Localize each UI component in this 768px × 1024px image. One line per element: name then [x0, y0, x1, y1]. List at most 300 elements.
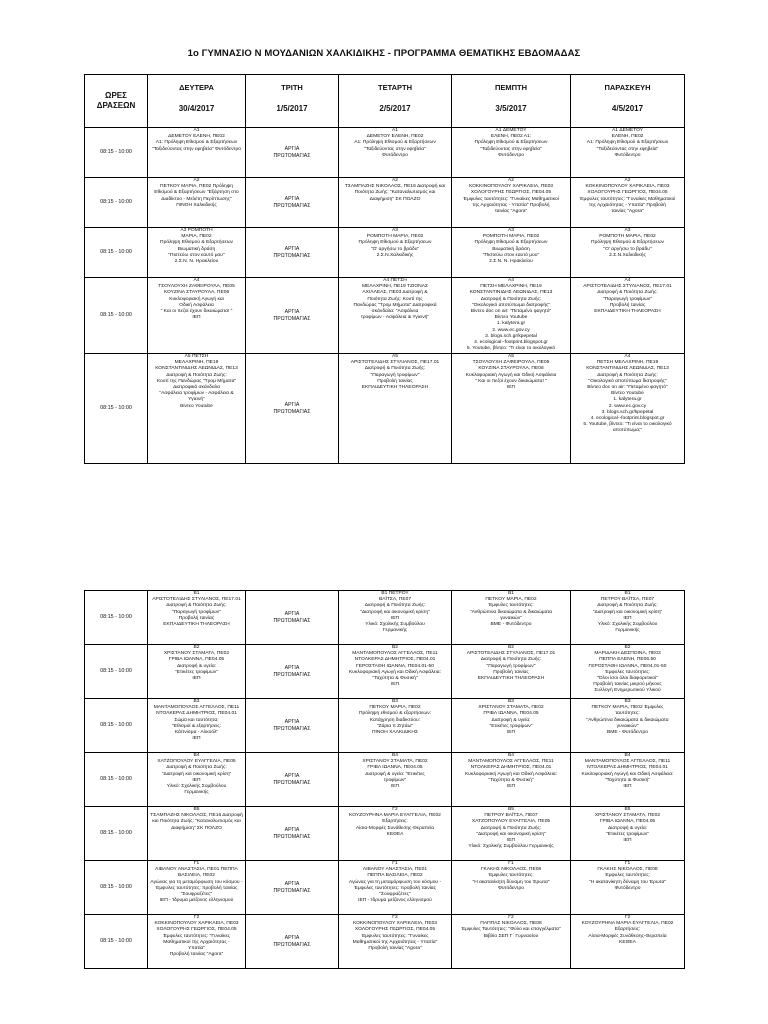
activity-line: ΙΕΠ: [390, 615, 400, 621]
activity-cell: [148, 354, 246, 464]
activity-cell: [571, 228, 685, 278]
class-code: Γ2: [392, 915, 398, 920]
activity-line: Ποιότητα Ζωής: "Καταναλωτισμός και: [354, 190, 436, 196]
activity-line: ΑΡΓΙΑ: [284, 935, 300, 942]
activity-line: "Ταχύτητα & Φυσική": [372, 676, 418, 682]
activity-line: ΕΚΠΑΙΔΕΥΤΙΚΗ ΤΗΛΕΟΡΑΣΗ: [594, 309, 661, 315]
activity-line: της Αρχαιότητας - Υπατία" Προβολή: [588, 202, 667, 208]
activity-line: "Η ακατανίκητη δύναμη του Έρωτα": [472, 879, 550, 885]
activity-line: ΜΑΝΤΑΜΟΠΟΥΛΟΣ ΑΓΓΕΛΑΟΣ, ΠΕ11: [584, 759, 671, 765]
activity-line: ΑΡΓΙΑ: [284, 665, 300, 672]
activity-line: Φυτόδεντρο: [381, 152, 408, 158]
activity-line: Διατροφή & υγεία:: [607, 825, 648, 831]
activity-line: Διατροφή & Ποιότητα Ζωής:: [364, 366, 426, 372]
activity-cell: [452, 591, 571, 645]
activity-cell: [571, 753, 685, 807]
schedule-row: [85, 861, 685, 915]
class-code: B1: [508, 591, 514, 596]
activity-line: ΝΤΟΛΚΕΡΑΣ ΔΗΜΗΤΡΙΟΣ, ΠΕ04.01: [156, 711, 237, 717]
activity-line: ΒΑΪΤΣΑ, ΠΕ07: [378, 597, 412, 603]
activity-line: αποτύπωμα;": [612, 428, 643, 434]
activity-line: ΑΡΓΙΑ: [284, 773, 300, 780]
activity-line: ΑΡΓΙΑ: [284, 827, 300, 834]
activity-line: "Παραγωγή τροφίμων": [171, 609, 221, 615]
activity-line: 2.Σ.Ν. Ν. Ηρακλείου: [489, 259, 533, 265]
day-name: ΠΑΡΑΣΚΕΥΗ: [604, 83, 651, 92]
class-code: A5 ΠΕΤΣΗ: [184, 354, 209, 359]
activity-line: Κατάχρηση διαδικτύου:: [369, 717, 421, 723]
activity-line: ΠΙΝΟΗ ΧΑΛΚΙΔΙΚΗΣ: [372, 730, 418, 736]
activity-line: ΑΡΓΙΑ: [284, 246, 300, 253]
activity-cell: [452, 354, 571, 464]
activity-line: Ποιότητα Ζωής: Κουτί της: [367, 296, 423, 302]
activity-line: Κυκλοφοριακή Αγωγή και Οδική Ασφάλεια:: [349, 669, 441, 675]
activity-line: ΑΡΙΣΤΟΤΕΛΙΔΗΣ ΣΤΥΛΙΑΝΟΣ, ΠΕ17.01: [152, 597, 241, 603]
schedule-row: [85, 699, 685, 753]
activity-line: "Παραγωγή τροφίμων": [602, 296, 652, 302]
activity-line: Προβολή ταινίας: [377, 378, 413, 384]
activity-cell: [339, 354, 452, 464]
schedule-table-2: [84, 590, 685, 969]
activity-line: Πρόληψη Εθισμού & Εξαρτήσεων: [358, 240, 432, 246]
activity-line: Διατροφή & Ποιότητα Ζωής:: [480, 657, 542, 663]
class-code: B3: [392, 699, 398, 704]
time-slot: 08:15 - 10:00: [85, 178, 148, 228]
time-slot: 08:15 - 10:00: [85, 228, 148, 278]
activity-line: ΠΕΤΚΟΥ ΜΑΡΙΑ, ΠΕ02: [485, 597, 537, 603]
class-code: B1: [624, 591, 631, 596]
activity-line: Κυκλοφοριακή Αγωγή και Οδική Ασφάλεια:: [581, 771, 674, 777]
activity-line: ΑΡΓΙΑ: [284, 611, 300, 618]
time-slot: 08:15 - 10:00: [85, 278, 148, 354]
activity-line: ΠΡΩΤΟΜΑΓΙΑΣ: [273, 779, 311, 786]
activity-line: Αγώνας για τη μεταμόρφωση του κόσμου -: [348, 879, 442, 885]
schedule-row: [85, 128, 685, 178]
activity-line: 2. www.ec.gov.cy: [608, 403, 647, 409]
activity-line: "Πιστεύω στον εαυτό μου": [168, 252, 225, 258]
activity-line: ΜΕΛΑΧΡΙΝΗ, ΠΕ19: [174, 360, 219, 366]
activity-line: ΝΤΟΛΚΕΡΑΣ ΔΗΜΗΤΡΙΟΣ, ΠΕ04.01: [354, 657, 436, 663]
holiday-cell: [246, 915, 339, 969]
class-code: B4: [508, 753, 514, 758]
activity-line: ΕΚΠΑΙΔΕΥΤΙΚΗ ΤΗΛΕΟΡΑΣΗ: [477, 676, 545, 682]
activity-line: ΠΡΩΤΟΜΑΓΙΑΣ: [273, 671, 311, 678]
activity-line: Οδική Ασφάλεια: [179, 302, 214, 308]
activity-cell: [148, 591, 246, 645]
time-slot: 08:15 - 10:00: [85, 128, 148, 178]
activity-line: ΓΡΙΒΑ ΙΩΑΝΝΑ, ΠΕ04.05: [367, 765, 423, 771]
time-slot: 08:15 - 10:00: [85, 753, 148, 807]
activity-cell: [571, 178, 685, 228]
activity-cell: [571, 354, 685, 464]
activity-line: 5. Youtube, βίντεο: "Τι είναι το οικολογικό: [466, 346, 556, 352]
activity-line: "Ετικέτες τροφίμων": [489, 723, 533, 729]
activity-line: "Πιστεύω στον εαυτό μου": [482, 252, 540, 258]
activity-cell: [452, 915, 571, 969]
activity-line: ΡΟΜΠΟΤΗ ΜΑΡΙΑ, ΠΕ02: [482, 234, 540, 240]
day-date: 2/5/2017: [379, 104, 411, 114]
activity-line: Γερμανικής: [184, 790, 209, 796]
activity-line: ΑΡΙΣΤΟΤΕΛΙΔΗΣ ΣΤΥΛΙΑΝΟΣ, ΠΕ17.01: [350, 360, 440, 366]
activity-cell: [571, 807, 685, 861]
activity-line: Βιβλίο ΣΕΠ Γ΄ Γυμνασίου: [483, 933, 539, 939]
class-code: A5: [392, 354, 398, 359]
activity-line: "Διατροφή και οικονομική κρίση": [360, 609, 430, 615]
activity-line: ΑΡΓΙΑ: [284, 719, 300, 726]
activity-line: ΑΡΓΙΑ: [284, 881, 300, 888]
schedule-row: [85, 753, 685, 807]
class-code: B4: [193, 753, 200, 758]
activity-line: "Ταχύτητα & Φυσική": [604, 777, 651, 783]
activity-line: Εξαρτήσεις:: [382, 819, 408, 825]
activity-line: ΓΕΡΟΣΤΑΘΗ ΙΩΑΝΝΑ, ΠΕ04.01-50: [356, 663, 434, 669]
class-code: A3: [392, 228, 398, 233]
activity-line: Έμφυλες ταυτότητες: προβολή ταινίας: [155, 885, 238, 891]
activity-line: ταινίας "Agora": [494, 209, 528, 215]
activity-line: Διατροφή & Ποιότητα Ζωής:: [166, 603, 227, 609]
day-name: ΤΡΙΤΗ: [281, 83, 303, 92]
activity-line: "Η ακατανίκητη δύναμη του Έρωτα": [588, 879, 667, 885]
activity-line: ΚΟΚΚΙΝΟΠΟΥΛΟΥ ΧΑΡΙΚΛΕΙΑ, ΠΕ03: [352, 921, 438, 927]
class-code: A3: [508, 228, 514, 233]
activity-line: ΚΟΝΣΤΑΝΤΙΝΙΔΗΣ ΛΕΩΝΙΔΑΣ, ΠΕ13: [469, 290, 553, 296]
activity-line: ΠΡΩΤΟΜΑΓΙΑΣ: [273, 617, 311, 624]
activity-cell: [452, 699, 571, 753]
activity-cell: [571, 915, 685, 969]
schedule-row: [85, 645, 685, 699]
activity-line: Γερμανικής: [382, 628, 408, 634]
class-code: A4: [624, 354, 631, 359]
activity-line: Γερμανικής: [615, 628, 640, 634]
class-code: Γ2: [392, 807, 398, 812]
activity-line: Έμφυλες ταυτότητες: "Γυναίκες Μαθηματικοί: [463, 196, 559, 202]
class-code: A4: [508, 278, 514, 283]
activity-cell: [452, 807, 571, 861]
class-code: Γ1: [508, 861, 514, 866]
activity-line: ΠΕΠΠΑ ΕΛΕΝΗ, ΠΕ06.50: [599, 657, 656, 663]
holiday-cell: [246, 178, 339, 228]
activity-line: "Σουφραζέτες": [379, 892, 411, 898]
day-date: 4/5/2017: [611, 104, 644, 114]
activity-line: "Διατροφή και οικονομική κρίση": [161, 771, 232, 777]
class-code: B3: [624, 699, 631, 704]
activity-line: Υλικό: Σχολικής Συμβούλου: [365, 622, 425, 628]
activity-line: Υλικό: Σχολικής Συμβούλου: [597, 622, 658, 628]
activity-line: "Ανθρώπινα δικαιώματα & δικαιώματα: [586, 717, 669, 723]
activity-cell: [452, 128, 571, 178]
activity-line: "Διατροφή και οικονομική κρίση": [476, 831, 546, 837]
activity-line: 2.Σ.Ν.Χαλκιδικής: [609, 252, 646, 258]
activity-line: ΜΑΡΙΔΑΚΗ ΔΕΣΠΟΙΝΑ, ΠΕ03: [594, 651, 661, 657]
activity-line: ΧΑΤΖΟΠΟΥΛΟΥ ΕΥΑΓΓΕΛΙΑ, ΠΕ05: [471, 819, 551, 825]
activity-cell: [452, 861, 571, 915]
day-header-friday: [571, 75, 685, 128]
activity-line: ΓΚΑΚΗΣ ΝΙΚΟΛΑΟΣ, ΠΕ08: [597, 867, 658, 873]
activity-line: Διατροφή & Ποιότητα Ζωής:: [480, 825, 542, 831]
activity-line: Έμφυλες ταυτότητες:: [488, 603, 534, 609]
activity-line: Φυτόδεντρο: [497, 152, 524, 158]
activity-line: ΧΟΛΟΓΟΥΡΗΣ ΓΕΩΡΓΙΟΣ, ΠΕ04.05: [354, 927, 436, 933]
schedule-row: [85, 228, 685, 278]
activity-line: ΙΕΠ: [192, 777, 201, 783]
activity-cell: [571, 645, 685, 699]
holiday-cell: [246, 228, 339, 278]
activity-cell: [339, 278, 452, 354]
class-code: B4: [624, 753, 631, 758]
holiday-cell: [246, 354, 339, 464]
activity-cell: [148, 178, 246, 228]
activity-line: Διατροφή & υγεία:: [176, 663, 217, 669]
activity-line: ΜΑΝΤΑΜΟΠΟΥΛΟΣ ΑΓΓΕΛΑΟΣ, ΠΕ11: [153, 705, 240, 711]
activity-line: ΑΡΓΙΑ: [284, 146, 300, 153]
activity-line: ΙΕΠ: [390, 682, 400, 688]
activity-line: " Και οι πεζοί έχουν δικαιώματα! ": [160, 309, 233, 315]
activity-line: Προβολή ταινίας: [609, 302, 646, 308]
day-date: 30/4/2017: [178, 104, 215, 114]
activity-line: ΠΕΤΡΟΥ ΒΑΪΤΣΑ, ΠΕ07: [600, 597, 655, 603]
activity-line: 2.Σ.Ν. Ν. Ηρακλείου: [174, 259, 219, 265]
activity-line: ΠΡΩΤΟΜΑΓΙΑΣ: [273, 202, 311, 209]
activity-line: "Ανθρώπινα δικαιώματα & δικαιώματα: [469, 609, 553, 615]
time-slot: 08:15 - 10:00: [85, 807, 148, 861]
class-code: B2: [624, 645, 631, 650]
activity-line: ΒΑΣΙΛΕΙΑ, ΠΕ02: [177, 873, 215, 879]
activity-line: "Ταξιδεύοντας στην εφηβεία": [364, 146, 426, 152]
activity-cell: [148, 278, 246, 354]
activity-line: ΕΛΕΝΗ, ΠΕ02 Α1:: [490, 134, 532, 140]
activity-cell: [571, 861, 685, 915]
activity-line: ΑΡΓΙΑ: [284, 402, 300, 409]
class-code: A1: [392, 128, 398, 133]
activity-line: ΚΟΥΖΙΝΑ ΣΤΑΥΡΟΥΛΑ, ΠΕ06: [163, 290, 230, 296]
activity-line: Βίντεο Youtube: [494, 315, 528, 321]
activity-line: Διατροφή & Ποιότητα Ζωής:: [166, 372, 227, 378]
activity-cell: [148, 699, 246, 753]
class-code: B5: [508, 807, 514, 812]
activity-line: τροφίμων - Ασφάλεια & Υγιεινή": [360, 315, 430, 321]
activity-line: ΠΡΩΤΟΜΑΓΙΑΣ: [273, 152, 311, 159]
activity-line: Κουτί της Πανδώρας "Τρομ Μήματα": [156, 378, 237, 384]
class-code: B5: [624, 807, 631, 812]
activity-line: ΙΕΠ - Ίδρυμα μείζονος ελληνισμού: [358, 898, 432, 904]
activity-cell: [148, 228, 246, 278]
activity-line: 3. blogs.sch.gr/kpepetal: [601, 409, 654, 415]
activity-line: ΧΑΤΖΟΠΟΥΛΟΥ ΕΥΑΓΓΕΛΙΑ, ΠΕ05: [157, 759, 236, 765]
activity-line: ΜΑΝΤΑΜΟΠΟΥΛΟΣ ΑΓΓΕΛΑΟΣ, ΠΕ11: [352, 651, 438, 657]
activity-line: ΕΚΠΑΙΔΕΥΤΙΚΗ ΤΗΛΕΟΡΑΣΗ: [163, 622, 230, 628]
activity-cell: [148, 753, 246, 807]
activity-line: "Ετικέτες τροφίμων": [175, 669, 218, 675]
activity-line: ΤΣΟΥΛΟΥΧΗ ΖΑΦΕΙΡΟΥΛΑ, ΠΕ05: [158, 284, 235, 290]
activity-line: 5. Youtube, βίντεο: "Τι είναι το οικολογικό: [583, 422, 672, 428]
activity-line: ΔΕΜΕΤΟΥ ΕΛΕΝΗ, ΠΕ02: [168, 134, 225, 140]
activity-line: ΚΟΥΖΟΥΡΗΝΑ ΜΑΡΙΑ ΕΥΑΓΓΕΛΙΑ, ΠΕ02: [349, 813, 441, 819]
activity-line: Υπατία": [188, 946, 205, 952]
activity-line: 3. blogs.sch.gr/kpepetal: [485, 333, 537, 339]
activity-line: Μαθηματικοί της Αρχαιότητας - Υπατία": [352, 939, 438, 945]
activity-line: ταινίας "Agora": [611, 209, 644, 215]
activity-line: ΑΡΙΣΤΟΤΕΛΙΔΗΣ ΣΤΥΛΙΑΝΟΣ, ΠΕ17.01: [583, 284, 672, 290]
day-header-monday: [148, 75, 246, 128]
class-code: B5: [193, 807, 200, 812]
hours-label: ΩΡΕΣ ΔΡΑΣΕΩΝ: [96, 90, 136, 110]
activity-line: Έμφυλες ταυτότητες: "Γυναίκες Μαθηματικοί: [579, 196, 676, 202]
class-code: A2: [508, 178, 514, 183]
activity-line: Αίσια-Μορφές Συνάθεσης-Θεραπεία: [355, 825, 435, 831]
activity-line: ΠΕΤΡΟΥ ΒΑΪΤΣΑ, ΠΕ07: [484, 813, 538, 819]
activity-line: Φυτόδεντρο: [614, 885, 641, 891]
activity-line: ΠΡΩΤΟΜΑΓΙΑΣ: [273, 315, 311, 322]
schedule-row: [85, 807, 685, 861]
activity-line: "Διατροφή και οικονομική κρίση": [592, 609, 663, 615]
activity-line: Βίντεο Youtube: [180, 403, 213, 409]
activity-line: ΤΣΑΜΠΑΖΗΣ ΝΙΚΟΛΑΟΣ, ΠΕ16 Διατροφή και: [344, 184, 446, 190]
activity-cell: [339, 753, 452, 807]
activity-line: ΠΡΩΤΟΜΑΓΙΑΣ: [273, 941, 311, 948]
activity-line: Πρόληψη Εθισμού & Εξαρτήσεων: [591, 240, 664, 246]
activity-line: ΜΑΡΙΑ, ΠΕ02: [181, 234, 212, 240]
activity-line: Βίντεο Youtube: [611, 391, 644, 397]
activity-line: ΙΕΠ: [506, 385, 516, 391]
activity-line: ΠΕΤΚΟΥ ΜΑΡΙΑ, ΠΕ02 Πρόληψη: [160, 184, 233, 190]
class-code: A4: [193, 278, 200, 283]
activity-line: "Παραγωγή τροφίμων": [370, 372, 420, 378]
activity-cell: [148, 807, 246, 861]
activity-line: "Ο' αργήσω το βράδυ": [370, 246, 420, 252]
activity-line: Διαφήμιση" ΣΚ ΠΟΛΖΟ: [171, 825, 222, 831]
activity-line: Διατροφή & Ποιότητα Ζωής:: [597, 290, 658, 296]
activity-line: ΧΡΙΣΤΑΝΟΥ ΣΤΑΜΑΤΑ, ΠΕ02: [163, 651, 230, 657]
activity-line: Προβολή ταινίας "Agora": [169, 952, 224, 958]
holiday-cell: [246, 807, 339, 861]
activity-line: ΓΚΑΚΗΣ ΝΙΚΟΛΑΟΣ, ΠΕ08: [480, 867, 542, 873]
activity-line: Διατροφή & υγεία: "Ετικέτες: [365, 771, 425, 777]
time-slot: 08:15 - 10:00: [85, 591, 148, 645]
activity-line: Διατροφή & υγεία:: [491, 717, 531, 723]
activity-line: ΙΕΠ: [623, 784, 632, 790]
activity-line: Βιωματική δράση: [177, 246, 216, 252]
class-code: Γ2: [193, 915, 200, 920]
activity-line: ΓΡΙΒΑ ΙΩΑΝΝΑ, ΠΕ04.05: [483, 711, 539, 717]
class-code: A2: [624, 178, 631, 183]
activity-line: Συλλογή Ενημερωτικού Υλικού: [594, 688, 661, 694]
activity-line: ΠΡΩΤΟΜΑΓΙΑΣ: [273, 833, 311, 840]
activity-line: ταυτότητες:: [615, 711, 640, 717]
activity-cell: [148, 645, 246, 699]
activity-line: ΙΕΠ: [390, 784, 400, 790]
activity-line: ΙΕΠ: [506, 838, 516, 844]
activity-line: "Ταξιδεύοντας στην εφηβεία" Φυτόδεντρο: [152, 146, 241, 152]
activity-line: ΙΕΠ: [506, 730, 516, 736]
activity-cell: [452, 228, 571, 278]
class-code: B1: [193, 591, 200, 596]
activity-line: της Αρχαιότητας - Υπατία" Προβολή: [472, 202, 550, 208]
activity-line: ΠΕΤΚΟΥ ΜΑΡΙΑ, ΠΕ02 Έμφυλες: [591, 705, 664, 711]
activity-line: ΕΛΕΝΗ, ΠΕ02: [611, 134, 644, 140]
activity-line: "Ασφάλεια τροφίμων - Ασφάλεια &: [159, 391, 234, 397]
holiday-cell: [246, 753, 339, 807]
activity-line: Διατροφή & Ποιότητα Ζωής:: [597, 603, 658, 609]
header-row: [85, 75, 685, 128]
activity-line: ΒΜΕ - Φυτόδεντρο: [490, 622, 532, 628]
activity-line: Εξαρτήσεις:: [614, 927, 641, 933]
activity-cell: [339, 915, 452, 969]
activity-cell: [339, 699, 452, 753]
activity-line: Κυκλοφοριακή Αγωγή και: [169, 296, 224, 302]
day-name: ΔΕΥΤΕΡΑ: [179, 83, 214, 92]
activity-line: Βιωματική δράση: [492, 246, 530, 252]
activity-line: Κυκλοφοριακή Αγωγή και Οδική Ασφάλεια: [465, 372, 557, 378]
day-date: 3/5/2017: [495, 104, 527, 114]
activity-line: ΒΜΕ - Φυτόδεντρο: [607, 730, 648, 736]
activity-line: ΓΡΙΒΑ ΙΩΑΝΝΑ, ΠΕ04.05: [168, 657, 225, 663]
activity-line: ΚΟΥΖΙΝΑ ΣΤΑΥΡΟΥΛΑ, ΠΕ06: [478, 366, 544, 372]
class-code: Γ2: [508, 915, 514, 920]
holiday-cell: [246, 591, 339, 645]
activity-line: ΚΟΚΚΙΝΟΠΟΥΛΟΥ ΧΑΡΙΚΛΕΙΑ, ΠΕ03: [585, 184, 670, 190]
activity-cell: [339, 178, 452, 228]
activity-line: ΠΕΠΠΑ ΒΑΣΙΛΕΙΑ, ΠΕ02: [367, 873, 423, 879]
activity-line: 2.Σ.Ν.Χαλκιδικής: [376, 252, 414, 258]
activity-line: ΙΕΠ: [192, 676, 201, 682]
activity-line: Υλικό: Σχολικής Συμβούλου Γερμανικής: [468, 844, 554, 850]
class-code: B3: [193, 699, 200, 704]
activity-line: ΚΟΝΣΤΑΝΤΙΝΙΔΗΣ ΛΕΩΝΙΔΑΣ, ΠΕ13: [586, 366, 669, 372]
class-code: Γ1: [392, 861, 398, 866]
activity-line: ΑΡΙΣΤΟΤΕΛΙΔΗΣ ΣΤΥΛΙΑΝΟΣ, ΠΕ17.01: [466, 651, 556, 657]
activity-line: ΠΙΝΟΗ Χαλκιδικής: [176, 202, 217, 208]
activity-line: Διαδίκτυο - Μελέτη Περίπτωσης": [161, 196, 232, 202]
activity-line: ΧΟΛΟΓΟΥΡΗΣ ΓΕΩΡΓΙΟΣ, ΠΕ04.05: [156, 927, 237, 933]
class-code: B2: [508, 645, 514, 650]
class-code: A2: [392, 178, 398, 183]
activity-line: Αγώνας για τη μεταμόρφωση του κόσμου -: [150, 879, 243, 885]
activity-line: 1. kalytera.gr: [496, 321, 526, 327]
activity-line: ΤΣΟΥΛΟΥΧΗ ΖΑΦΕΙΡΟΥΛΑ, ΠΕ05: [472, 360, 550, 366]
day-header-wednesday: [339, 75, 452, 128]
day-date: 1/5/2017: [276, 104, 308, 114]
activity-line: ΝΤΟΛΚΕΡΑΣ ΔΗΜΗΤΡΙΟΣ, ΠΕ04.01: [587, 765, 668, 771]
activity-line: ΧΟΛΟΓΟΥΡΗΣ ΓΕΩΡΓΙΟΣ, ΠΕ04.05: [587, 190, 668, 196]
activity-line: ΙΕΠ - Ίδρυμα μείζονος ελληνισμού: [159, 898, 234, 904]
activity-cell: [571, 591, 685, 645]
activity-line: ΠΡΩΤΟΜΑΓΙΑΣ: [273, 887, 311, 894]
activity-cell: [339, 645, 452, 699]
activity-line: σκάνδαλα: "Ασφάλεια: [371, 309, 419, 315]
day-header-thursday: [452, 75, 571, 128]
schedule-table-1: [84, 74, 685, 464]
activity-line: "Ταχύτητα & Φυσική": [488, 777, 534, 783]
activity-line: "Σουφραζέτες": [180, 892, 213, 898]
page-title: 1ο ΓΥΜΝΑΣΙΟ Ν ΜΟΥΔΑΝΙΩΝ ΧΑΛΚΙΔΙΚΗΣ - ΠΡΟΓΡΑΜΜΑ ΘΕΜΑΤΙΚΗΣ ΕΒΔΟΜΑΔΑΣ: [187, 48, 581, 59]
activity-line: ΠΕΤΚΟΥ ΜΑΡΙΑ, ΠΕ02: [369, 705, 421, 711]
activity-line: ΚΟΝΣΤΑΝΤΙΝΙΔΗΣ ΛΕΩΝΙΔΑΣ, ΠΕ13: [155, 366, 238, 372]
class-code: B4: [392, 753, 398, 758]
activity-line: ΚΕΘΕΑ: [619, 939, 636, 945]
activity-line: Διαφήμιση" ΣΚ ΠΟΛΖΟ: [369, 196, 421, 202]
activity-line: ΙΕΠ: [506, 784, 516, 790]
activity-line: "Ταξιδεύοντας στην εφηβεία": [596, 146, 659, 152]
activity-line: Α1: Πρόληψη Εθισμού & Εξαρτήσεων: [354, 140, 436, 146]
activity-line: ΙΕΠ: [623, 615, 632, 621]
schedule-row: [85, 278, 685, 354]
activity-line: ΔΕΜΕΤΟΥ ΕΛΕΝΗ, ΠΕ02: [366, 134, 424, 140]
holiday-cell: [246, 278, 339, 354]
activity-line: ΠΡΩΤΟΜΑΓΙΑΣ: [273, 408, 311, 415]
class-code: Γ1: [193, 861, 200, 866]
schedule-row: [85, 591, 685, 645]
activity-line: Πανδώρας "Τρομ Μήματα" Διατροφικά: [353, 302, 437, 308]
